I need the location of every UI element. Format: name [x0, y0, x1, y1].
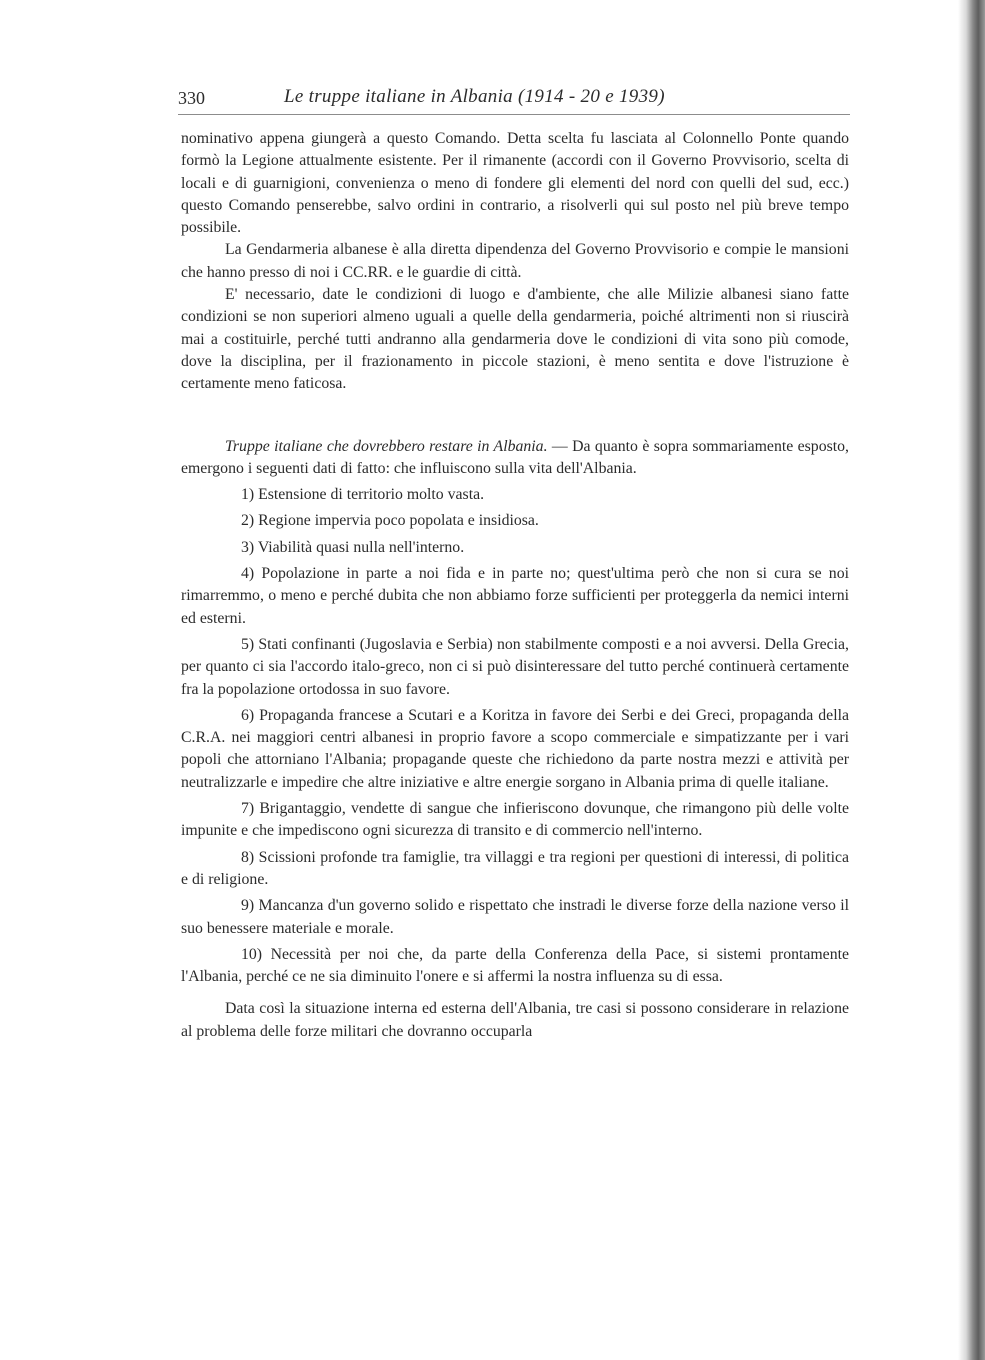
section-heading: Truppe italiane che dovrebbero restare in Albania. — [225, 437, 548, 455]
list-item: 9) Mancanza d'un governo solido e rispettato che instradi le diverse forze della nazione verso il suo benessere materiale e morale. — [181, 897, 849, 937]
section-spacer — [181, 396, 849, 436]
list-item: 3) Viabilità quasi nulla nell'interno. — [241, 538, 465, 556]
paragraph: La Gendarmeria albanese è alla diretta dipendenza del Governo Provvisorio e compie le mansioni che hanno presso di noi i CC.RR. e le guardie di città. — [181, 241, 849, 281]
scan-binding-edge — [958, 0, 985, 1360]
section-intro: — Da quanto è sopra sommariamente esposto, emergono i seguenti dati di fatto: che influiscono sulla vita dell'Albania. — [181, 437, 849, 477]
closing-paragraph: Data così la situazione interna ed esterna dell'Albania, tre casi si possono considerare in relazione al problema delle forze militari che dovranno occuparla — [181, 1000, 849, 1040]
list-item: 4) Popolazione in parte a noi fida e in parte no; quest'ultima però che non si cura se noi rimarremmo, o meno e perché dubita che non abbiamo forze sufficienti per proteggerla da nemici interni ed esterni. — [181, 565, 849, 627]
list-item: 2) Regione impervia poco popolata e insidiosa. — [241, 512, 539, 530]
list-item: 10) Necessità per noi che, da parte della Conferenza della Pace, si sistemi prontamente l'Albania, perché ce ne sia diminuito l'onere e si affermi la nostra influenza su di essa. — [181, 945, 849, 986]
list-item: 5) Stati confinanti (Jugoslavia e Serbia) non stabilmente composti e a noi avversi. Della Grecia, per quanto ci sia l'accordo italo-greco, non ci si può disinteressare del tutto perché continuerà certamente fra la popolazione ortodossa in suo favore. — [181, 635, 849, 698]
paragraph: nominativo appena giungerà a questo Comando. Detta scelta fu lasciata al Colonnello Ponte quando formò la Legione attualmente esistente. Per il rimanente (accordi con il Governo Provvisorio, scelta di locali e di guarnigioni, convenienza o meno di fondere gli elementi del nord con quelli del sud, ecc.) questo Comando penserebbe, salvo ordini in contrario, a risolverli qui sul posto nel più breve tempo possibile. — [181, 130, 849, 237]
body-text — [181, 128, 849, 1043]
list-item: 6) Propaganda francese a Scutari e a Koritza in favore dei Serbi e dei Greci, propaganda della C.R.A. nei maggiori centri albanesi in proprio favore a scopo commerciale e simpatizzante per i vari popoli che attorniano l'Albania; propagande queste che richiedono da parte nostra mezzi e attività per neutralizzarle e impedire che altre iniziative e altre energie sorgano in Albania prima di quelle italiane. — [181, 706, 849, 791]
page-header — [178, 86, 850, 115]
list-item: 8) Scissioni profonde tra famiglie, tra villaggi e tra regioni per questioni di interessi, di politica e di religione. — [181, 848, 849, 888]
paragraph: E' necessario, date le condizioni di luogo e d'ambiente, che alle Milizie albanesi siano fatte condizioni se non superiori almeno uguali a quelle della gendarmeria, poiché altrimenti non si riuscirà mai a costituirle, perché tutti andranno alla gendarmeria dove le condizioni di vita sono più comode, dove la disciplina, per il frazionamento in piccole stazioni, è meno sentita e dove l'istruzione è certamente meno faticosa. — [181, 286, 849, 393]
running-title: Le truppe italiane in Albania (1914 - 20 e 1939) — [284, 86, 665, 107]
list-item: 7) Brigantaggio, vendette di sangue che infieriscono dovunque, che rimangono più delle volte impunite e che impediscono ogni sicurezza di transito e di commercio nell'interno. — [181, 800, 849, 840]
page-number: 330 — [178, 88, 205, 108]
section-paragraph — [181, 436, 849, 481]
list-item: 1) Estensione di territorio molto vasta. — [241, 486, 485, 504]
